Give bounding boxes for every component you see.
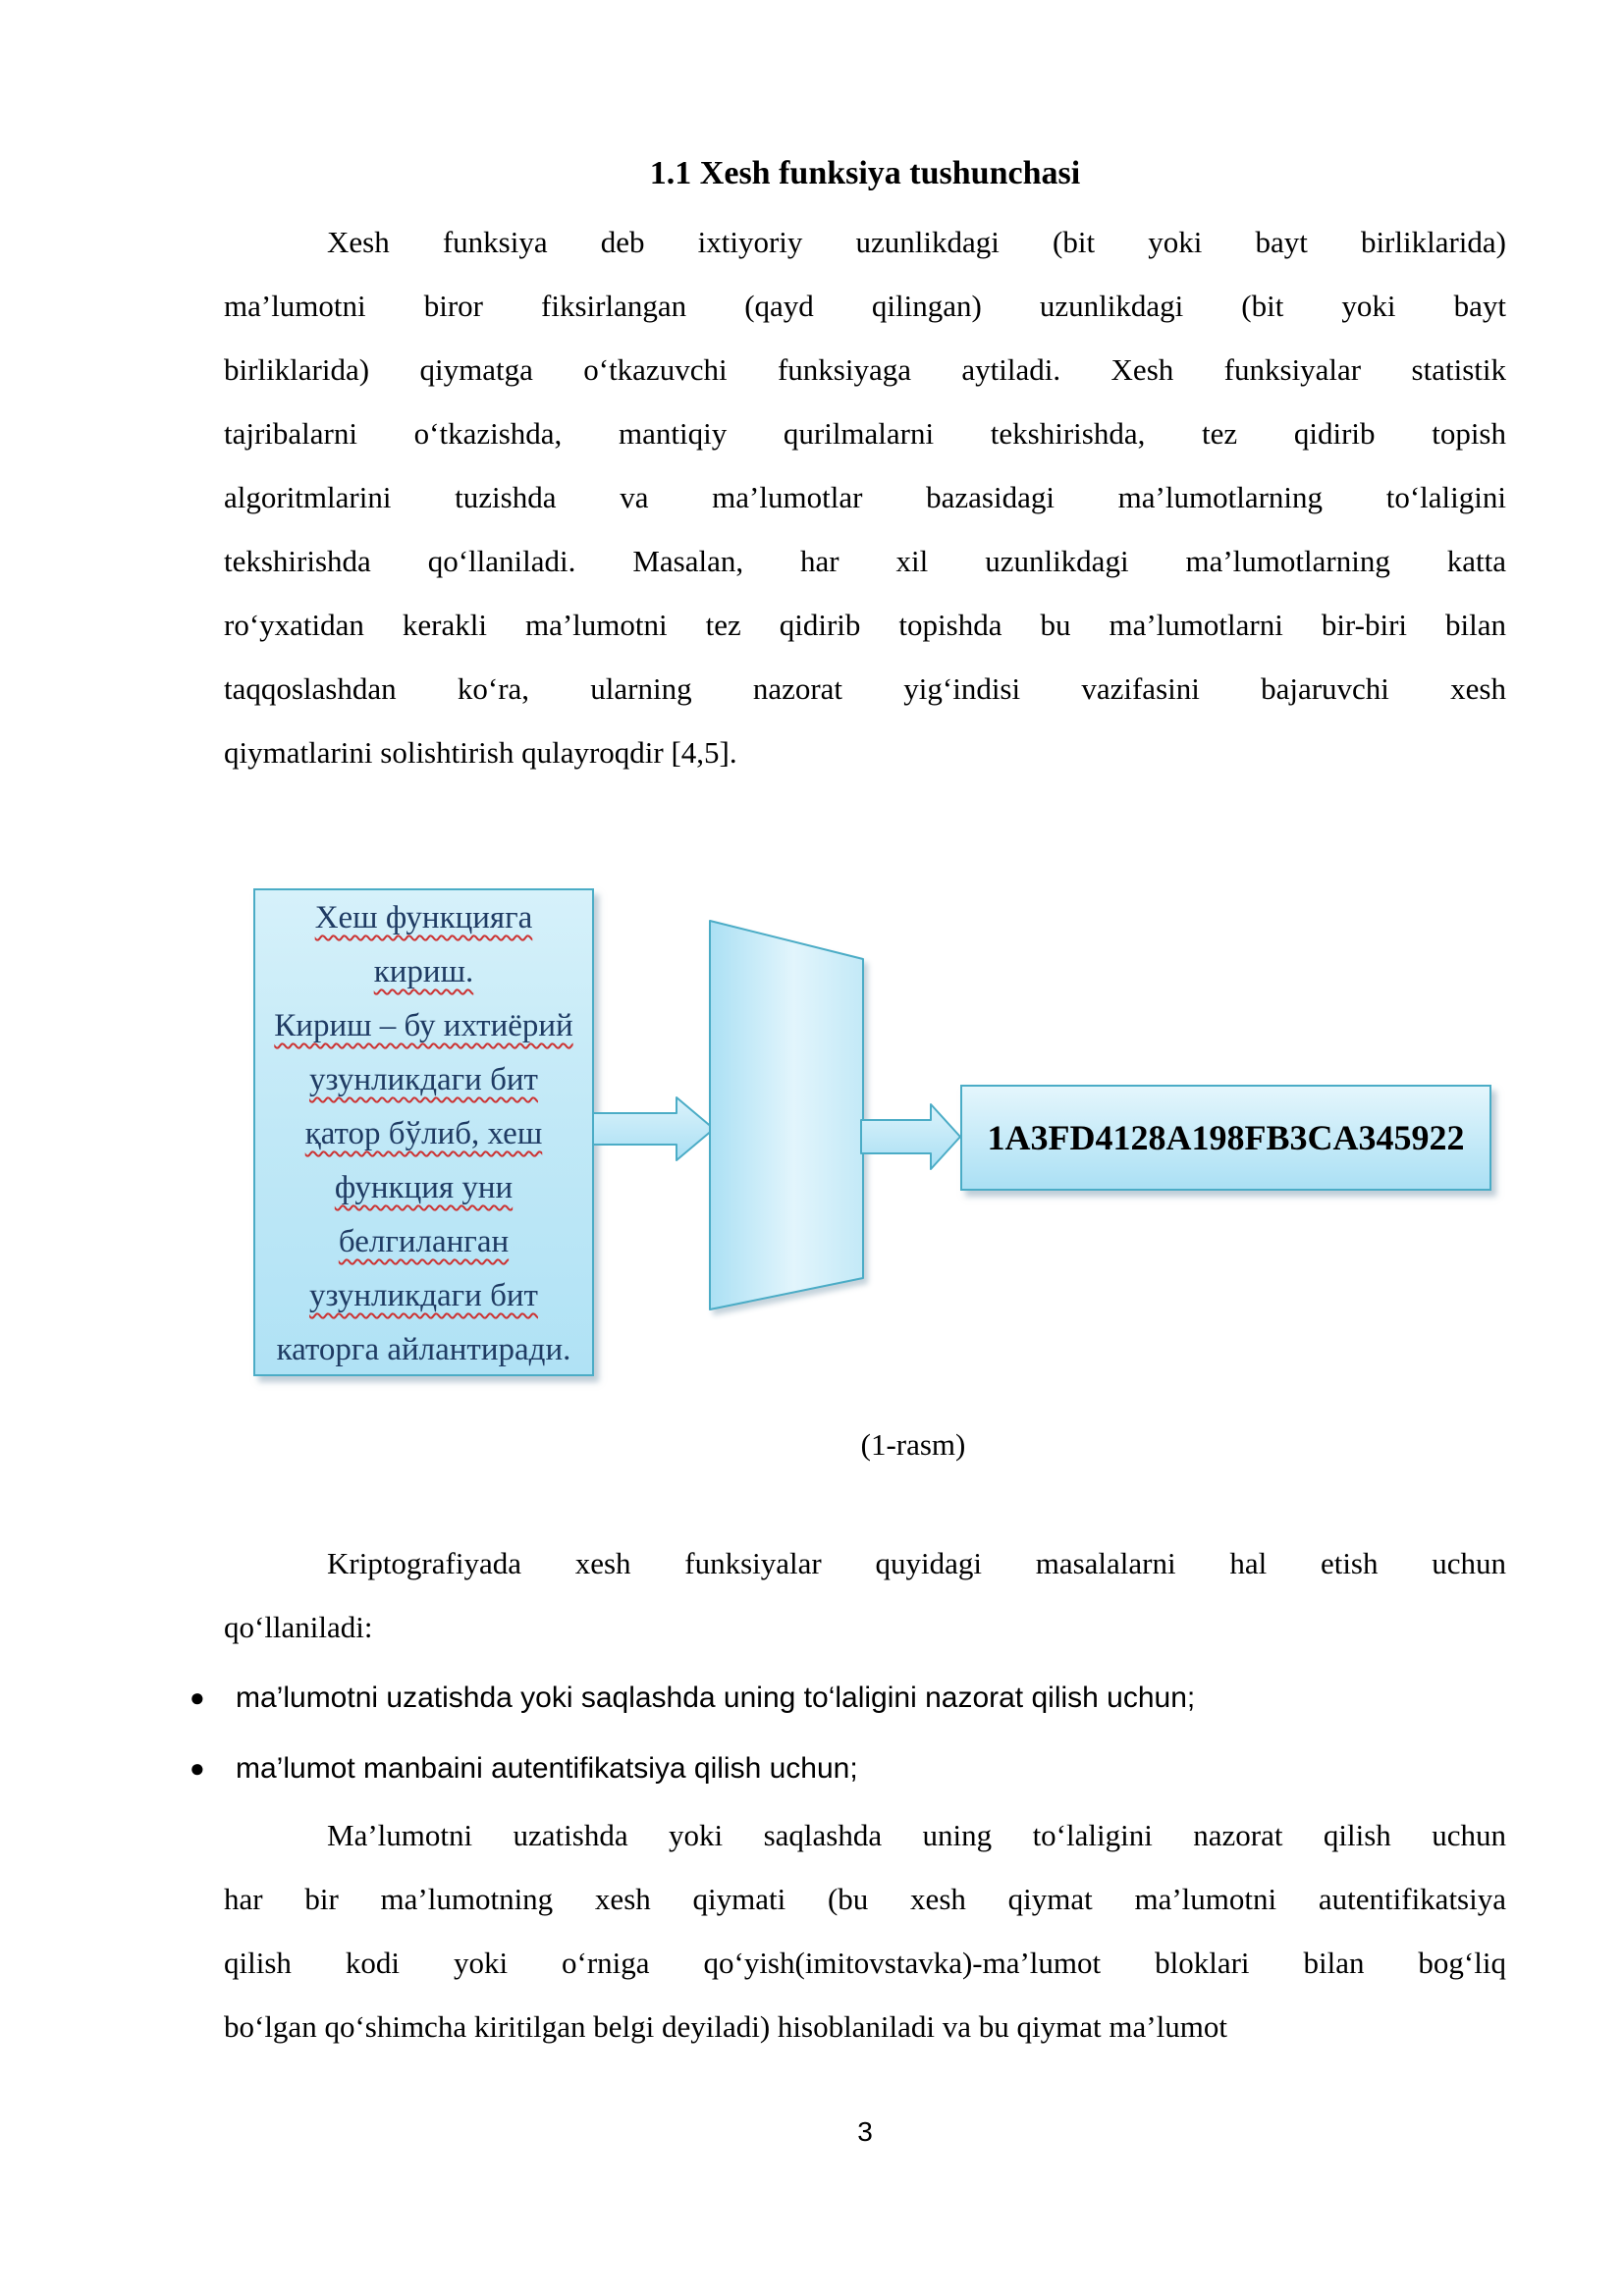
figure-box-line: кириш.	[373, 954, 474, 989]
hash-function-shape	[707, 913, 868, 1317]
text-line: taqqoslashdan ko‘ra, ularning nazorat yig‘indisi vazifasini bajaruvchi xesh	[224, 671, 1506, 706]
text-line: Kriptografiyada xesh funksiyalar quyidagi masalalarni hal etish uchun	[327, 1546, 1506, 1580]
figure-input-box	[253, 888, 594, 1376]
list-item-text: ma’lumotni uzatishda yoki saqlashda uning to‘laligini nazorat qilish uchun;	[236, 1682, 1196, 1714]
text-line: qiymatlarini solishtirish qulayroqdir [4,5].	[224, 735, 737, 770]
hash-value: 1A3FD4128A198FB3CA345922	[987, 1118, 1465, 1157]
paragraph-crypto	[224, 1531, 1506, 1659]
figure-box-line: функция уни	[334, 1170, 514, 1205]
text-line: qilish kodi yoki o‘rniga qo‘yish(imitovstavka)-ma’lumot bloklari bilan bog‘liq	[224, 1946, 1506, 1980]
arrow-right-icon	[592, 1092, 716, 1166]
arrow-right-icon	[860, 1099, 962, 1174]
section-title: 1.1 Xesh funksiya tushunchasi	[649, 155, 1081, 191]
figure-box-line: каторга айлантиради.	[276, 1332, 571, 1367]
text-line: algoritmlarini tuzishda va ma’lumotlar bazasidagi ma’lumotlarning to‘laligini	[224, 480, 1506, 514]
text-line: qo‘llaniladi:	[224, 1610, 373, 1644]
list-item	[189, 1666, 1506, 1730]
text-line: Xesh funksiya deb ixtiyoriy uzunlikdagi (bit yoki bayt birliklarida)	[327, 225, 1506, 259]
bullet-icon: ●	[189, 1682, 205, 1712]
figure-box-line: Кириш – бу ихтиёрий	[274, 1008, 573, 1043]
list-item-text: ma’lumot manbaini autentifikatsiya qilish uchun;	[236, 1752, 858, 1785]
figure-box-line: узунликдаги бит	[309, 1062, 538, 1097]
paragraph-intro	[224, 210, 1506, 784]
text-line: Ma’lumotni uzatishda yoki saqlashda uning to‘laligini nazorat qilish uchun	[327, 1818, 1506, 1852]
figure-output-box	[960, 1085, 1491, 1191]
text-line: tekshirishda qo‘llaniladi. Masalan, har xil uzunlikdagi ma’lumotlarning katta	[224, 544, 1506, 578]
text-line: ro‘yxatidan kerakli ma’lumotni tez qidirib topishda bu ma’lumotlarni bir-biri bilan	[224, 608, 1506, 642]
figure-box-line: белгиланган	[338, 1224, 510, 1259]
bullet-list	[189, 1666, 1506, 1807]
figure-box-line: Хеш функцияга	[314, 900, 533, 935]
list-item	[189, 1736, 1506, 1800]
page-number: 3	[857, 2116, 873, 2147]
text-line: har bir ma’lumotning xesh qiymati (bu xesh qiymat ma’lumotni autentifikatsiya	[224, 1882, 1506, 1916]
paragraph-integrity	[224, 1803, 1506, 2058]
text-line: ma’lumotni biror fiksirlangan (qayd qilingan) uzunlikdagi (bit yoki bayt	[224, 289, 1506, 323]
text-line: tajribalarni o‘tkazishda, mantiqiy qurilmalarni tekshirishda, tez qidirib topish	[224, 416, 1506, 451]
text-line: bo‘lgan qo‘shimcha kiritilgan belgi deyiladi) hisoblaniladi va bu qiymat ma’lumot	[224, 2009, 1227, 2044]
text-line: birliklarida) qiymatga o‘tkazuvchi funksiyaga aytiladi. Xesh funksiyalar statistik	[224, 352, 1506, 387]
figure-box-line: узунликдаги бит	[309, 1278, 538, 1313]
bullet-icon: ●	[189, 1753, 205, 1783]
figure-box-line: қатор бўлиб, хеш	[304, 1116, 543, 1151]
figure-caption: (1-rasm)	[860, 1427, 966, 1462]
